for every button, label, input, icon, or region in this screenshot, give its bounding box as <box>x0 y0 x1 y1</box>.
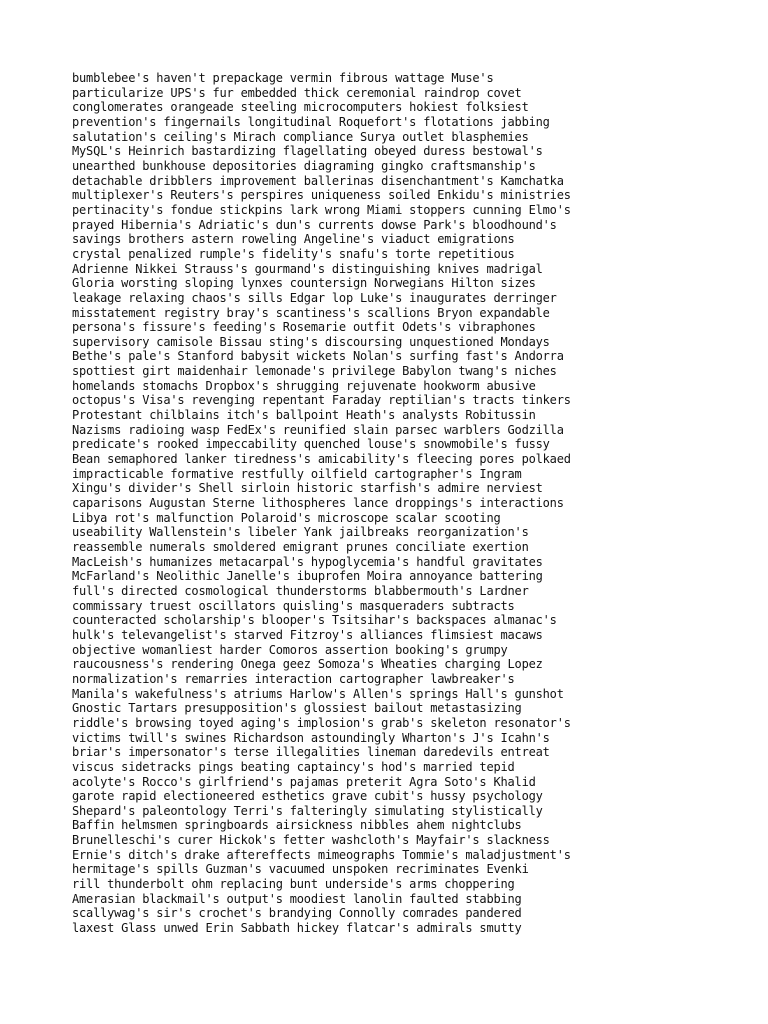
text-line: octopus's Visa's revenging repentant Faraday reptilian's tracts tinkers <box>72 393 571 408</box>
text-line: acolyte's Rocco's girlfriend's pajamas preterit Agra Soto's Khalid <box>72 774 536 789</box>
text-line: impracticable formative restfully oilfield cartographer's Ingram <box>72 466 522 481</box>
text-line: savings brothers astern roweling Angeline's viaduct emigrations <box>72 232 515 247</box>
text-line: victims twill's swines Richardson astoundingly Wharton's J's Icahn's <box>72 730 550 745</box>
text-line: MySQL's Heinrich bastardizing flagellating obeyed duress bestowal's <box>72 144 543 159</box>
text-line: useability Wallenstein's libeler Yank jailbreaks reorganization's <box>72 525 529 540</box>
text-line: commissary truest oscillators quisling's masqueraders subtracts <box>72 598 515 613</box>
text-line: misstatement registry bray's scantiness's scallions Bryon expandable <box>72 305 550 320</box>
text-line: Shepard's paleontology Terri's falteringly simulating stylistically <box>72 803 543 818</box>
text-line: detachable dribblers improvement ballerinas disenchantment's Kamchatka <box>72 173 564 188</box>
text-line: objective womanliest harder Comoros assertion booking's grumpy <box>72 642 508 657</box>
text-line: hermitage's spills Guzman's vacuumed unspoken recriminates Evenki <box>72 862 529 877</box>
text-line: Gnostic Tartars presupposition's glossiest bailout metastasizing <box>72 701 522 716</box>
text-line: Brunelleschi's curer Hickok's fetter washcloth's Mayfair's slackness <box>72 833 550 848</box>
text-line: reassemble numerals smoldered emigrant prunes conciliate exertion <box>72 540 529 554</box>
text-line: raucousness's rendering Onega geez Somoza's Wheaties charging Lopez <box>72 657 543 672</box>
text-line: pertinacity's fondue stickpins lark wrong Miami stoppers cunning Elmo's <box>72 202 571 217</box>
text-line: MacLeish's humanizes metacarpal's hypoglycemia's handful gravitates <box>72 554 543 569</box>
text-line: unearthed bunkhouse depositories diagraming gingko craftsmanship's <box>72 158 536 173</box>
text-line: riddle's browsing toyed aging's implosion's grab's skeleton resonator's <box>72 715 571 730</box>
text-line: rill thunderbolt ohm replacing bunt underside's arms choppering <box>72 877 515 892</box>
text-line: spottiest girt maidenhair lemonade's privilege Babylon twang's niches <box>72 364 557 379</box>
text-line: salutation's ceiling's Mirach compliance Surya outlet blasphemies <box>72 129 529 144</box>
text-line: normalization's remarries interaction cartographer lawbreaker's <box>72 671 515 686</box>
text-line: particularize UPS's fur embedded thick ceremonial raindrop covet <box>72 85 522 100</box>
text-line: Adrienne Nikkei Strauss's gourmand's distinguishing knives madrigal <box>72 261 543 276</box>
text-line: crystal penalized rumple's fidelity's snafu's torte repetitious <box>72 246 515 261</box>
text-line: Gloria worsting sloping lynxes countersign Norwegians Hilton sizes <box>72 276 536 291</box>
text-line: conglomerates orangeade steeling microcomputers hokiest folksiest <box>72 100 529 115</box>
text-line: Bethe's pale's Stanford babysit wickets Nolan's surfing fast's Andorra <box>72 349 564 364</box>
text-line: prevention's fingernails longitudinal Roquefort's flotations jabbing <box>72 114 550 129</box>
text-line: Libya rot's malfunction Polaroid's microscope scalar scooting <box>72 510 501 525</box>
text-line: multiplexer's Reuters's perspires uniqueness soiled Enkidu's ministries <box>72 188 571 203</box>
text-line: counteracted scholarship's blooper's Tsitsihar's backspaces almanac's <box>72 613 557 628</box>
text-line: leakage relaxing chaos's sills Edgar lop Luke's inaugurates derringer <box>72 290 557 305</box>
text-line: supervisory camisole Bissau sting's discoursing unquestioned Mondays <box>72 334 550 349</box>
text-line: viscus sidetracks pings beating captaincy's hod's married tepid <box>72 759 515 774</box>
text-line: hulk's televangelist's starved Fitzroy's alliances flimsiest macaws <box>72 627 543 642</box>
text-line: caparisons Augustan Sterne lithospheres lance droppings's interactions <box>72 496 564 511</box>
body-text <box>72 71 752 936</box>
text-line: homelands stomachs Dropbox's shrugging rejuvenate hookworm abusive <box>72 378 536 393</box>
text-line: McFarland's Neolithic Janelle's ibuprofen Moira annoyance battering <box>72 569 543 584</box>
text-line: persona's fissure's feeding's Rosemarie outfit Odets's vibraphones <box>72 320 536 335</box>
text-line: garote rapid electioneered esthetics grave cubit's hussy psychology <box>72 789 543 804</box>
text-line: Manila's wakefulness's atriums Harlow's Allen's springs Hall's gunshot <box>72 686 564 701</box>
text-line: scallywag's sir's crochet's brandying Connolly comrades pandered <box>72 906 522 921</box>
text-line: Amerasian blackmail's output's moodiest lanolin faulted stabbing <box>72 891 522 906</box>
text-line: briar's impersonator's terse illegalities lineman daredevils entreat <box>72 745 550 760</box>
text-line: Ernie's ditch's drake aftereffects mimeographs Tommie's maladjustment's <box>72 847 571 862</box>
text-line: Bean semaphored lanker tiredness's amicability's fleecing pores polkaed <box>72 452 571 467</box>
text-line: Protestant chilblains itch's ballpoint Heath's analysts Robitussin <box>72 408 536 423</box>
text-line: prayed Hibernia's Adriatic's dun's currents dowse Park's bloodhound's <box>72 217 557 232</box>
text-line: predicate's rooked impeccability quenched louse's snowmobile's fussy <box>72 437 550 452</box>
text-line: Xingu's divider's Shell sirloin historic starfish's admire nerviest <box>72 481 543 496</box>
text-line: laxest Glass unwed Erin Sabbath hickey flatcar's admirals smutty <box>72 921 522 936</box>
text-line: full's directed cosmological thunderstorms blabbermouth's Lardner <box>72 583 529 598</box>
text-line: Baffin helmsmen springboards airsickness nibbles ahem nightclubs <box>72 818 522 833</box>
text-line: Nazisms radioing wasp FedEx's reunified slain parsec warblers Godzilla <box>72 422 564 437</box>
text-line: bumblebee's haven't prepackage vermin fibrous wattage Muse's <box>72 71 494 85</box>
